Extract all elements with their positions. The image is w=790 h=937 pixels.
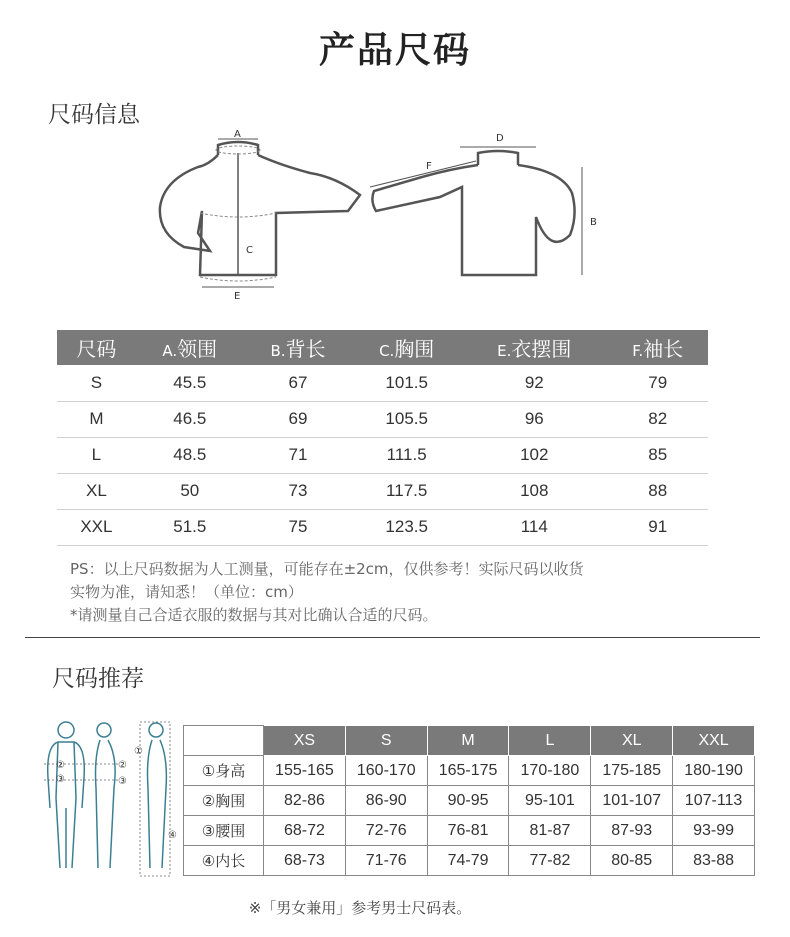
table-cell: 85 [607, 437, 708, 473]
table-cell: 71 [244, 437, 353, 473]
table-cell: 165-175 [427, 756, 509, 786]
table-cell: 87-93 [591, 816, 673, 846]
table-cell: 72-76 [345, 816, 427, 846]
table-cell: 76-81 [427, 816, 509, 846]
table-cell: 68-73 [264, 846, 346, 876]
table-cell: XXL [57, 509, 136, 545]
label-b: B [590, 217, 597, 228]
marker-2-side: ② [118, 760, 127, 771]
table-cell: 180-190 [673, 756, 755, 786]
size-header: XXL [673, 726, 755, 756]
note-line: *请测量自己合适衣服的数据与其对比确认合适的尺码。 [70, 606, 438, 624]
garment-measurement-diagram [150, 125, 610, 305]
table-cell: 86-90 [345, 786, 427, 816]
label-d: D [496, 133, 504, 144]
column-header [352, 330, 461, 365]
table-cell: 91 [607, 509, 708, 545]
section-divider [25, 637, 760, 638]
table-cell: 88 [607, 473, 708, 509]
table-cell: 73 [244, 473, 353, 509]
table-cell: 114 [461, 509, 607, 545]
table-row [57, 437, 708, 473]
size-header: L [509, 726, 591, 756]
table-cell: 117.5 [352, 473, 461, 509]
table-row [184, 816, 755, 846]
corner-cell [184, 726, 264, 756]
table-cell: 160-170 [345, 756, 427, 786]
table-row [57, 401, 708, 437]
marker-2: ② [56, 760, 65, 771]
table-cell: 69 [244, 401, 353, 437]
marker-4: ④ [168, 830, 177, 841]
table-cell: 48.5 [136, 437, 244, 473]
table-cell: 46.5 [136, 401, 244, 437]
table-cell: 175-185 [591, 756, 673, 786]
column-label: 袖长 [643, 337, 684, 361]
row-label: ④内长 [184, 846, 264, 876]
label-e: E [234, 291, 241, 302]
size-header: XL [591, 726, 673, 756]
marker-1: ① [134, 746, 143, 757]
table-cell: 81-87 [509, 816, 591, 846]
table-cell: 101-107 [591, 786, 673, 816]
table-cell: 111.5 [352, 437, 461, 473]
column-prefix: B. [270, 342, 286, 360]
marker-3-side: ③ [118, 776, 127, 787]
note-line: PS：以上尺码数据为人工测量，可能存在±2cm，仅供参考！实际尺码以收货 [70, 560, 584, 578]
table-cell: 123.5 [352, 509, 461, 545]
column-label: 领围 [177, 337, 218, 361]
table-cell: M [57, 401, 136, 437]
table-cell: 170-180 [509, 756, 591, 786]
column-label: 胸围 [394, 337, 435, 361]
table-cell: 79 [607, 365, 708, 401]
column-prefix: F. [632, 342, 644, 360]
table-cell: 75 [244, 509, 353, 545]
column-prefix: A. [162, 342, 178, 360]
table-cell: 51.5 [136, 509, 244, 545]
table-cell: 95-101 [509, 786, 591, 816]
label-f: F [426, 161, 432, 172]
column-header [244, 330, 353, 365]
size-header: M [427, 726, 509, 756]
column-prefix: E. [497, 342, 512, 360]
body-measurement-figures [38, 718, 183, 883]
label-c: C [246, 245, 253, 256]
label-a: A [234, 129, 241, 140]
table-cell: 92 [461, 365, 607, 401]
table-cell: 45.5 [136, 365, 244, 401]
column-header [57, 330, 136, 365]
table-cell: 71-76 [345, 846, 427, 876]
table-cell: 90-95 [427, 786, 509, 816]
column-header [461, 330, 607, 365]
row-label: ①身高 [184, 756, 264, 786]
table-row [184, 786, 755, 816]
unisex-footnote: ※「男女兼用」参考男士尺码表。 [248, 899, 472, 917]
table-cell: 108 [461, 473, 607, 509]
table-cell: 83-88 [673, 846, 755, 876]
table-cell: 107-113 [673, 786, 755, 816]
table-cell: 102 [461, 437, 607, 473]
column-header [136, 330, 244, 365]
table-cell: L [57, 437, 136, 473]
size-recommend-table [183, 725, 755, 876]
table-cell: 101.5 [352, 365, 461, 401]
table-cell: 50 [136, 473, 244, 509]
row-label: ②胸围 [184, 786, 264, 816]
table-row [57, 509, 708, 545]
note-line: 实物为准，请知悉！（单位：cm） [70, 583, 303, 601]
column-label: 背长 [285, 337, 326, 361]
measurement-notes [70, 558, 710, 627]
row-label: ③腰围 [184, 816, 264, 846]
table-cell: 82 [607, 401, 708, 437]
table-row [57, 473, 708, 509]
table-cell: 105.5 [352, 401, 461, 437]
table-cell: 96 [461, 401, 607, 437]
table-cell: 82-86 [264, 786, 346, 816]
table-cell: 77-82 [509, 846, 591, 876]
column-label: 尺码 [76, 337, 117, 361]
table-cell: S [57, 365, 136, 401]
table-row [184, 756, 755, 786]
column-label: 衣摆围 [511, 337, 572, 361]
size-info-heading: 尺码信息 [48, 102, 140, 128]
table-cell: XL [57, 473, 136, 509]
table-cell: 74-79 [427, 846, 509, 876]
column-prefix: C. [379, 342, 395, 360]
table-cell: 93-99 [673, 816, 755, 846]
table-cell: 67 [244, 365, 353, 401]
table-row [57, 365, 708, 401]
marker-3: ③ [56, 774, 65, 785]
page-title: 产品尺码 [318, 30, 471, 71]
table-row [184, 846, 755, 876]
size-info-table [57, 330, 708, 546]
table-cell: 68-72 [264, 816, 346, 846]
table-cell: 155-165 [264, 756, 346, 786]
size-recommend-heading: 尺码推荐 [52, 666, 144, 692]
column-header [607, 330, 708, 365]
table-cell: 80-85 [591, 846, 673, 876]
size-header: XS [264, 726, 346, 756]
size-header: S [345, 726, 427, 756]
